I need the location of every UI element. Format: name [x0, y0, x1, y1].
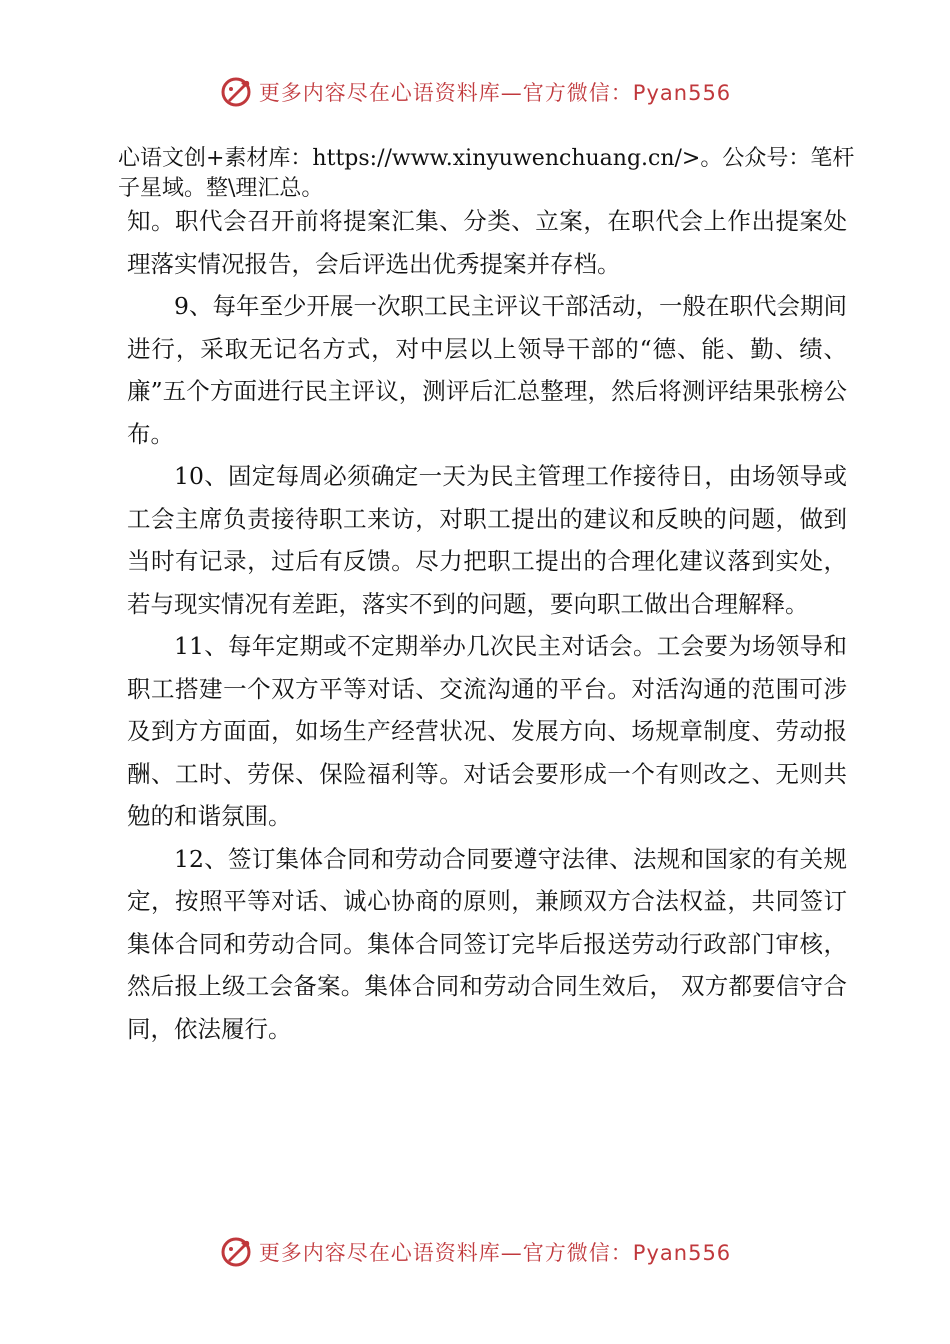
- quill-seal-icon: [219, 1235, 253, 1269]
- paragraph-continuation: 知。职代会召开前将提案汇集、分类、立案，在职代会上作出提案处理落实情况报告，会后评选出优秀提案并存档。: [127, 207, 847, 278]
- footer-banner: [0, 1230, 950, 1274]
- paragraph-item-10: 10、固定每周必须确定一天为民主管理工作接待日，由场领导或工会主席负责接待职工来访，对职工提出的建议和反映的问题，做到当时有记录，过后有反馈。尽力把职工提出的合理化建议落到实处，若与现实情况有差距，落实不到的问题，要向职工做出合理解释。: [127, 462, 847, 618]
- quill-seal-icon: [219, 75, 253, 109]
- header-banner-text: 更多内容尽在心语资料库—官方微信：Pyan556: [258, 81, 732, 105]
- document-body: [127, 200, 847, 1050]
- paragraph-item-12: 12、签订集体合同和劳动合同要遵守法律、法规和国家的有关规定，按照平等对话、诚心协商的原则，兼顾双方合法权益，共同签订集体合同和劳动合同。集体合同签订完毕后报送劳动行政部门审核，然后报上级工会备案。集体合同和劳动合同生效后， 双方都要信守合同，依法履行。: [127, 844, 847, 1043]
- paragraph-item-11: 11、每年定期或不定期举办几次民主对话会。工会要为场领导和职工搭建一个双方平等对话、交流沟通的平台。对活沟通的范围可涉及到方方面面，如场生产经营状况、发展方向、场规章制度、劳动报酬、工时、劳保、保险福利等。对话会要形成一个有则改之、无则共勉的和谐氛围。: [127, 632, 847, 830]
- source-note: 心语文创+素材库：https://www.xinyuwenchuang.cn/>。公众号：笔杆子星域。整\理汇总。: [118, 146, 855, 201]
- paragraph-item-9: 9、每年至少开展一次职工民主评议干部活动，一般在职代会期间进行，采取无记名方式，对中层以上领导干部的“德、能、勤、绩、廉”五个方面进行民主评议，测评后汇总整理，然后将测评结果张榜公布。: [127, 292, 847, 448]
- header-banner: [0, 70, 950, 114]
- footer-banner-text: 更多内容尽在心语资料库—官方微信：Pyan556: [258, 1241, 732, 1265]
